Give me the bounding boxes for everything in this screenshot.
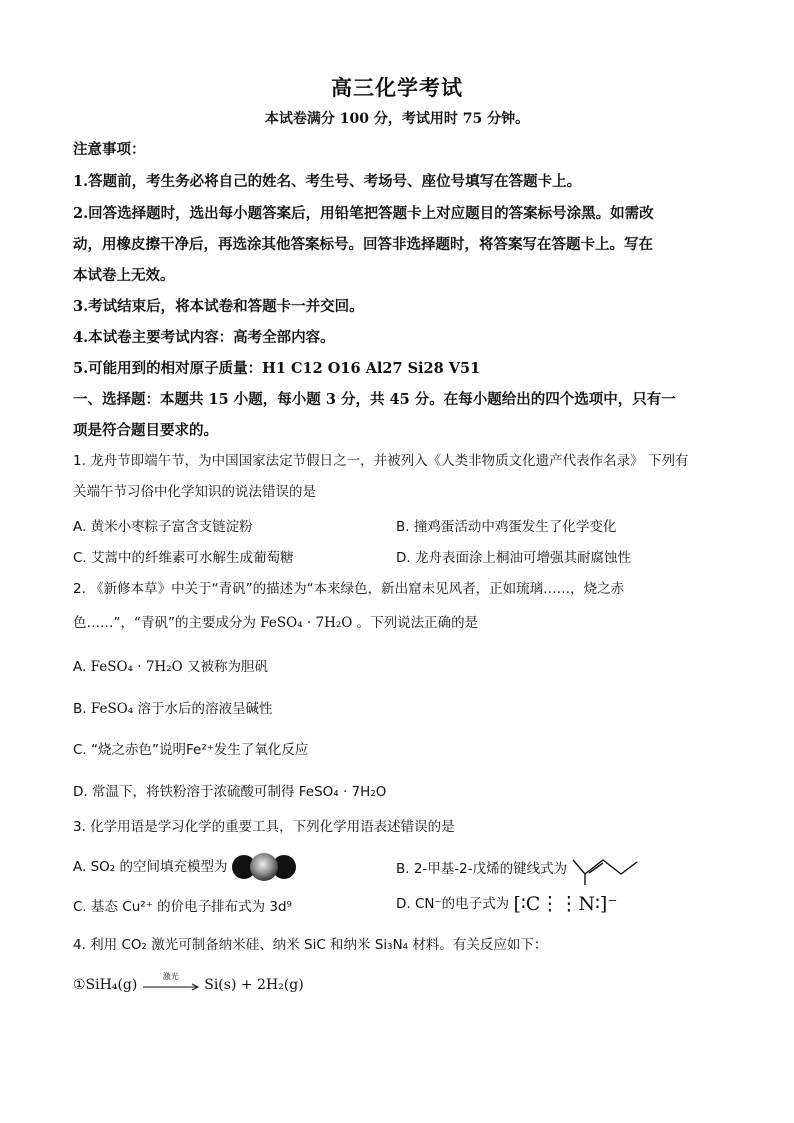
q3-option-c: C. 基态 Cu²⁺ 的价电子排布式为 3d⁹ bbox=[73, 899, 292, 915]
note-2-line3: 本试卷上无效。 bbox=[73, 267, 175, 284]
note-4: 4.本试卷主要考试内容：高考全部内容。 bbox=[73, 329, 335, 346]
q4-reaction-1-reactants: ①SiH₄(g) bbox=[73, 977, 138, 993]
q1-stem-line2: 关端午节习俗中化学知识的说法错误的是 bbox=[73, 484, 316, 500]
q3-option-d bbox=[396, 892, 617, 915]
q2-option-a-formula: FeSO₄ · 7H₂O bbox=[90, 659, 183, 675]
q2-formula: FeSO₄ · 7H₂O bbox=[260, 615, 353, 631]
q2-option-b bbox=[73, 697, 273, 717]
note-3: 3.考试结束后，将本试卷和答题卡一并交回。 bbox=[73, 298, 364, 315]
section1-line1: 一、选择题：本题共 15 小题，每小题 3 分，共 45 分。在每小题给出的四个选项中，只有一 bbox=[73, 391, 676, 408]
q3-option-d-text: D. CN⁻的电子式为 bbox=[396, 896, 510, 912]
cn-electron-formula: [∶C⋮⋮N∶]⁻ bbox=[513, 893, 618, 915]
q4-reaction-1-products: Si(s) + 2H₂(g) bbox=[204, 977, 304, 993]
notes-heading: 注意事项： bbox=[73, 141, 146, 158]
q3-option-b-text: B. 2-甲基-2-戊烯的键线式为 bbox=[396, 861, 568, 877]
q3-option-a bbox=[73, 852, 296, 882]
q2-option-b-text: 溶于水后的溶液呈碱性 bbox=[137, 701, 273, 717]
skeletal-formula-icon bbox=[571, 852, 641, 886]
q2-stem-line1: 2. 《新修本草》中关于“青矾”的描述为“本来绿色，新出窟未见风者，正如琉璃……，烧之赤 bbox=[73, 581, 625, 597]
q4-reaction-1-condition: 激光 bbox=[162, 972, 179, 981]
q3-option-a-text: A. SO₂ 的空间填充模型为 bbox=[73, 859, 228, 875]
page-subtitle: 本试卷满分 100 分，考试用时 75 分钟。 bbox=[264, 111, 530, 127]
q1-option-a: A. 黄米小枣粽子富含支链淀粉 bbox=[73, 519, 253, 535]
q2-option-c: C. “烧之赤色”说明Fe²⁺发生了氧化反应 bbox=[73, 742, 309, 758]
q4-stem: 4. 利用 CO₂ 激光可制备纳米硅、纳米 SiC 和纳米 Si₃N₄ 材料。有关反应如下： bbox=[73, 937, 548, 953]
q2-stem-line2 bbox=[73, 608, 723, 638]
q2-option-b-formula: FeSO₄ bbox=[90, 701, 134, 717]
q2-option-a bbox=[73, 655, 268, 675]
q1-stem-line1: 1. 龙舟节即端午节，为中国国家法定节假日之一，并被列入《人类非物质文化遗产代表作名录》 下列有 bbox=[73, 453, 689, 469]
q4-reaction-1 bbox=[73, 972, 304, 993]
so2-space-filling-model-icon bbox=[232, 852, 296, 882]
q1-option-d: D. 龙舟表面涂上桐油可增强其耐腐蚀性 bbox=[396, 550, 631, 566]
page-title: 高三化学考试 bbox=[331, 75, 463, 100]
note-2-line2: 动，用橡皮擦干净后，再选涂其他答案标号。回答非选择题时，将答案写在答题卡上。写在 bbox=[73, 236, 653, 253]
q1-option-b: B. 撞鸡蛋活动中鸡蛋发生了化学变化 bbox=[396, 519, 617, 535]
note-2-line1: 2.回答选择题时，选出每小题答案后，用铅笔把答题卡上对应题目的答案标号涂黑。如需改 bbox=[73, 205, 654, 222]
q2-option-a-text: 又被称为胆矾 bbox=[186, 659, 268, 675]
reaction-arrow-icon bbox=[142, 972, 200, 992]
q3-option-b bbox=[396, 852, 641, 886]
q2-option-b-label: B. bbox=[73, 701, 87, 717]
q1-option-c: C. 艾蒿中的纤维素可水解生成葡萄糖 bbox=[73, 550, 294, 566]
note-5: 5.可能用到的相对原子质量：H1 C12 O16 Al27 Si28 V51 bbox=[73, 360, 481, 377]
section1-line2: 项是符合题目要求的。 bbox=[73, 422, 218, 439]
note-1: 1.答题前，考生务必将自己的姓名、考生号、考场号、座位号填写在答题卡上。 bbox=[73, 173, 582, 190]
q2-stem-line2-pre: 色……”，“青矾”的主要成分为 bbox=[73, 615, 256, 631]
q2-option-d: D. 常温下，将铁粉溶于浓硫酸可制得 FeSO₄ · 7H₂O bbox=[73, 784, 387, 800]
q3-stem: 3. 化学用语是学习化学的重要工具，下列化学用语表述错误的是 bbox=[73, 819, 455, 835]
q2-option-a-label: A. bbox=[73, 659, 87, 675]
q2-stem-line2-post: 。下列说法正确的是 bbox=[356, 615, 479, 631]
